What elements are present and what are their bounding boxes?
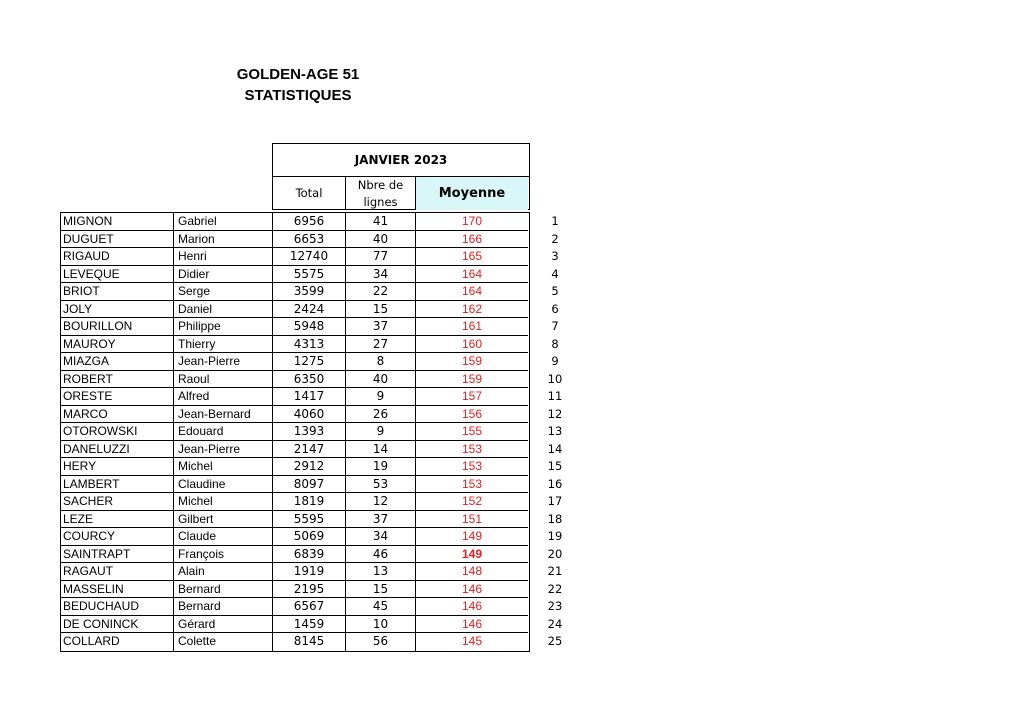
rank-number: 23 xyxy=(547,599,563,613)
cell-moyenne: 145 xyxy=(461,634,483,648)
cell-prenom: Gabriel xyxy=(174,213,273,231)
table-row xyxy=(61,231,529,249)
table-row xyxy=(61,441,529,459)
cell-moyenne: 160 xyxy=(416,336,528,354)
cell-moyenne: 146 xyxy=(416,581,528,599)
rank-number: 6 xyxy=(551,301,559,316)
rank-number: 8 xyxy=(551,336,559,351)
cell-nom: JOLY xyxy=(61,301,174,319)
table-row xyxy=(61,476,529,494)
table-row xyxy=(61,213,529,231)
cell-nom: OTOROWSKI xyxy=(61,423,174,441)
rank-number: 1 xyxy=(551,214,559,228)
table-row xyxy=(61,563,529,581)
cell-prenom: Claude xyxy=(174,528,273,546)
cell-prenom: Jean-Pierre xyxy=(174,353,273,371)
rank-number: 10 xyxy=(547,371,563,386)
cell-total: 4060 xyxy=(273,406,346,424)
rank-number: 7 xyxy=(551,319,559,333)
cell-nom: SACHER xyxy=(61,493,174,511)
rank-number: 3 xyxy=(551,249,559,263)
cell-nom: LEZE xyxy=(61,511,174,529)
cell-prenom: François xyxy=(174,546,273,564)
cell-total: 6839 xyxy=(273,546,346,564)
column-header-total: Total xyxy=(273,177,346,210)
cell-prenom: Bernard xyxy=(174,598,273,616)
table-row xyxy=(61,458,529,476)
cell-lignes: 27 xyxy=(346,336,416,354)
rank-number: 22 xyxy=(547,581,563,596)
column-header-moyenne: Moyenne xyxy=(416,177,528,210)
cell-nom: MIGNON xyxy=(61,213,174,231)
cell-nom: SAINTRAPT xyxy=(61,546,174,564)
rank-number: 16 xyxy=(547,476,563,491)
cell-prenom: Henri xyxy=(174,248,273,266)
cell-prenom: Raoul xyxy=(174,371,273,389)
cell-total: 8097 xyxy=(273,476,346,494)
cell-moyenne: 164 xyxy=(416,266,528,284)
cell-prenom: Jean-Pierre xyxy=(174,441,273,459)
cell-lignes: 53 xyxy=(346,476,416,494)
cell-total: 2424 xyxy=(273,301,346,319)
rank-number: 9 xyxy=(551,354,559,368)
table-row xyxy=(61,248,529,266)
rank-number: 21 xyxy=(547,564,563,578)
rank-number: 14 xyxy=(547,441,563,456)
table-row xyxy=(61,546,529,564)
cell-moyenne: 165 xyxy=(416,248,528,266)
cell-moyenne: 161 xyxy=(416,318,528,336)
cell-prenom: Alfred xyxy=(174,388,273,406)
cell-lignes: 9 xyxy=(346,388,416,406)
cell-total: 5948 xyxy=(273,318,346,336)
cell-moyenne: 148 xyxy=(416,563,528,581)
month-header: JANVIER 2023 xyxy=(273,144,529,177)
cell-total: 5595 xyxy=(273,511,346,529)
table-row xyxy=(61,528,529,546)
cell-nom: RAGAUT xyxy=(61,563,174,581)
cell-total: 6567 xyxy=(273,598,346,616)
table-row xyxy=(61,301,529,319)
cell-nom: LAMBERT xyxy=(61,476,174,494)
cell-lignes: 37 xyxy=(346,318,416,336)
cell-lignes: 34 xyxy=(346,266,416,284)
cell-total: 2147 xyxy=(273,441,346,459)
cell-moyenne: 146 xyxy=(416,598,528,616)
rank-column xyxy=(535,213,575,651)
rank-number: 13 xyxy=(547,424,563,438)
rank-number: 15 xyxy=(547,459,563,473)
cell-total: 4313 xyxy=(273,336,346,354)
cell-total: 5069 xyxy=(273,528,346,546)
cell-lignes: 13 xyxy=(346,563,416,581)
cell-lignes: 26 xyxy=(346,406,416,424)
cell-nom: COLLARD xyxy=(61,633,174,651)
rank-number: 18 xyxy=(547,511,563,526)
cell-nom: MARCO xyxy=(61,406,174,424)
cell-total: 6956 xyxy=(273,213,346,231)
table-row xyxy=(61,283,529,301)
cell-lignes: 19 xyxy=(346,458,416,476)
cell-nom: MAUROY xyxy=(61,336,174,354)
table-row xyxy=(61,511,529,529)
cell-nom: HERY xyxy=(61,458,174,476)
cell-total: 2912 xyxy=(273,458,346,476)
table-row xyxy=(61,633,529,651)
cell-lignes: 40 xyxy=(346,371,416,389)
cell-nom: COURCY xyxy=(61,528,174,546)
cell-total: 1919 xyxy=(273,563,346,581)
cell-moyenne: 155 xyxy=(416,423,528,441)
cell-nom: DANELUZZI xyxy=(61,441,174,459)
table-row xyxy=(61,318,529,336)
cell-nom: MASSELIN xyxy=(61,581,174,599)
table-row xyxy=(61,353,529,371)
cell-lignes: 45 xyxy=(346,598,416,616)
cell-total: 2195 xyxy=(273,581,346,599)
cell-total: 3599 xyxy=(273,283,346,301)
rank-number: 25 xyxy=(547,634,563,648)
cell-total: 8145 xyxy=(273,633,346,651)
rank-number: 19 xyxy=(547,529,563,543)
cell-prenom: Daniel xyxy=(174,301,273,319)
cell-moyenne: 164 xyxy=(416,283,528,301)
cell-moyenne: 166 xyxy=(416,231,528,249)
cell-nom: ROBERT xyxy=(61,371,174,389)
cell-moyenne: 153 xyxy=(416,476,528,494)
cell-moyenne: 162 xyxy=(416,301,528,319)
column-header-lignes-line2: lignes xyxy=(363,194,398,209)
cell-moyenne: 153 xyxy=(416,458,528,476)
cell-total: 6350 xyxy=(273,371,346,389)
cell-lignes: 40 xyxy=(346,231,416,249)
table-row xyxy=(61,388,529,406)
cell-moyenne: 157 xyxy=(416,388,528,406)
table-row xyxy=(61,371,529,389)
table-row xyxy=(61,266,529,284)
cell-lignes: 34 xyxy=(346,528,416,546)
cell-prenom: Gérard xyxy=(174,616,273,634)
page-subtitle: STATISTIQUES xyxy=(244,87,352,104)
cell-moyenne: 159 xyxy=(416,371,528,389)
cell-prenom: Didier xyxy=(174,266,273,284)
table-row xyxy=(61,406,529,424)
rank-number: 17 xyxy=(547,494,563,508)
cell-prenom: Edouard xyxy=(174,423,273,441)
rank-number: 4 xyxy=(551,266,559,281)
cell-total: 1819 xyxy=(273,493,346,511)
cell-lignes: 14 xyxy=(346,441,416,459)
cell-prenom: Marion xyxy=(174,231,273,249)
table-row xyxy=(61,616,529,634)
cell-prenom: Alain xyxy=(174,563,273,581)
rank-number: 5 xyxy=(551,284,559,298)
table-row xyxy=(61,493,529,511)
cell-total: 5575 xyxy=(273,266,346,284)
cell-moyenne: 149 xyxy=(416,546,528,564)
cell-lignes: 22 xyxy=(346,283,416,301)
cell-prenom: Serge xyxy=(174,283,273,301)
cell-nom: DE CONINCK xyxy=(61,616,174,634)
cell-moyenne: 146 xyxy=(416,616,528,634)
table-row xyxy=(61,598,529,616)
cell-lignes: 8 xyxy=(346,353,416,371)
cell-nom: BOURILLON xyxy=(61,318,174,336)
rank-number: 2 xyxy=(551,231,559,246)
cell-lignes: 10 xyxy=(346,616,416,634)
cell-nom: DUGUET xyxy=(61,231,174,249)
cell-lignes: 15 xyxy=(346,581,416,599)
stats-table xyxy=(60,212,530,652)
cell-moyenne: 149 xyxy=(416,528,528,546)
cell-moyenne: 151 xyxy=(416,511,528,529)
cell-moyenne: 170 xyxy=(416,213,528,231)
cell-total: 1393 xyxy=(273,423,346,441)
table-row xyxy=(61,423,529,441)
cell-moyenne: 152 xyxy=(416,493,528,511)
rank-number: 24 xyxy=(547,616,563,631)
cell-prenom: Bernard xyxy=(174,581,273,599)
cell-total: 1459 xyxy=(273,616,346,634)
cell-prenom: Michel xyxy=(174,458,273,476)
cell-nom: ORESTE xyxy=(61,388,174,406)
cell-lignes: 12 xyxy=(346,493,416,511)
cell-lignes: 41 xyxy=(346,213,416,231)
cell-prenom: Gilbert xyxy=(174,511,273,529)
cell-nom: MIAZGA xyxy=(61,353,174,371)
table-header xyxy=(272,143,530,210)
cell-total: 1417 xyxy=(273,388,346,406)
column-header-lignes-line1: Nbre de xyxy=(357,177,404,192)
page-title: GOLDEN-AGE 51 xyxy=(236,66,360,83)
column-header-lignes xyxy=(346,177,416,210)
cell-total: 1275 xyxy=(273,353,346,371)
cell-nom: RIGAUD xyxy=(61,248,174,266)
cell-total: 6653 xyxy=(273,231,346,249)
cell-prenom: Claudine xyxy=(174,476,273,494)
cell-nom: LEVEQUE xyxy=(61,266,174,284)
cell-lignes: 46 xyxy=(346,546,416,564)
table-row xyxy=(61,336,529,354)
cell-prenom: Michel xyxy=(174,493,273,511)
table-row xyxy=(61,581,529,599)
rank-number: 12 xyxy=(547,406,563,421)
cell-prenom: Thierry xyxy=(174,336,273,354)
cell-nom: BRIOT xyxy=(61,283,174,301)
rank-number: 11 xyxy=(547,389,563,403)
cell-lignes: 9 xyxy=(346,423,416,441)
cell-lignes: 56 xyxy=(346,633,416,651)
cell-moyenne: 159 xyxy=(416,353,528,371)
cell-prenom: Colette xyxy=(174,633,273,651)
rank-number: 20 xyxy=(547,546,563,561)
cell-prenom: Jean-Bernard xyxy=(174,406,273,424)
cell-moyenne: 153 xyxy=(416,441,528,459)
cell-lignes: 77 xyxy=(346,248,416,266)
cell-prenom: Philippe xyxy=(174,318,273,336)
cell-lignes: 37 xyxy=(346,511,416,529)
cell-lignes: 15 xyxy=(346,301,416,319)
cell-moyenne: 156 xyxy=(416,406,528,424)
cell-total: 12740 xyxy=(273,248,346,266)
cell-nom: BEDUCHAUD xyxy=(61,598,174,616)
